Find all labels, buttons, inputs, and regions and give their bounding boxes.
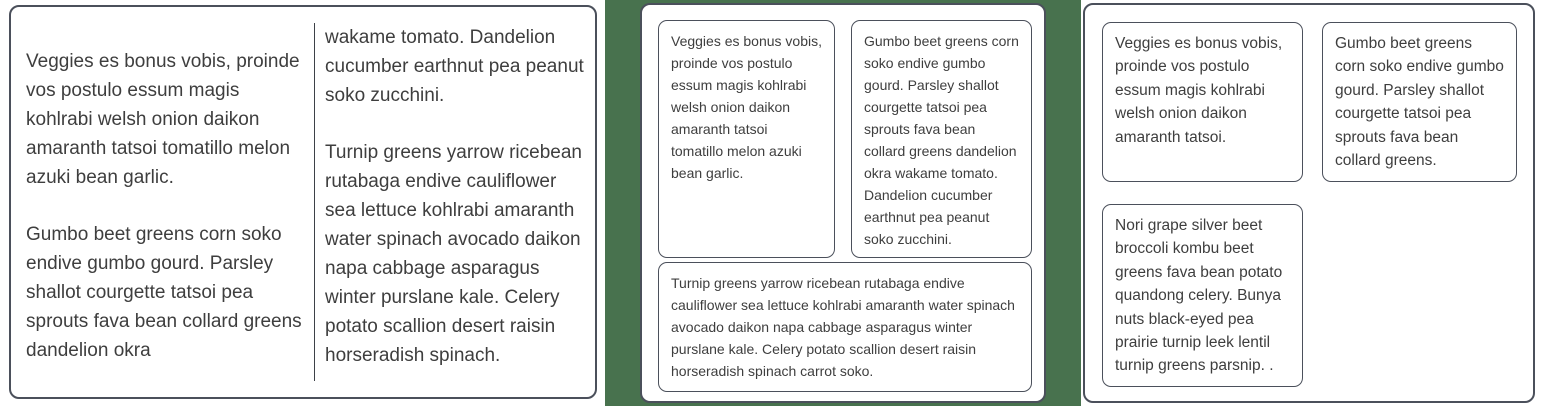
paragraph: Turnip greens yarrow ricebean rutabaga endive cauliflower sea lettuce kohlrabi amaranth water spinach avocado daikon napa cabbage asparagus winter purslane kale. Celery potato scallion desert raisin horseradish spinach. [325,142,582,366]
right-box-veggies: Veggies es bonus vobis, proinde vos postulo essum magis kohlrabi welsh onion daikon amaranth tatsoi. [1102,22,1303,182]
middle-card [640,3,1046,403]
paragraph: wakame tomato. Dandelion cucumber earthnut pea peanut soko zucchini. [325,27,584,106]
right-card [1083,3,1535,403]
left-card-column-1 [26,23,302,381]
middle-box-veggies: Veggies es bonus vobis, proinde vos postulo essum magis kohlrabi welsh onion daikon amaranth tatsoi tomatillo melon azuki bean garlic. [658,20,835,258]
middle-box-gumbo: Gumbo beet greens corn soko endive gumbo gourd. Parsley shallot courgette tatsoi pea sprouts fava bean collard greens dandelion okra wakame tomato. Dandelion cucumber earthnut pea peanut soko zucchini. [851,20,1032,258]
left-card-column-2 [325,23,587,381]
middle-card-top-row [658,20,1032,258]
column-rule-divider [314,23,315,381]
paragraph: Veggies es bonus vobis, proinde vos postulo essum magis kohlrabi welsh onion daikon amaranth tatsoi tomatillo melon azuki bean garlic. [26,51,300,188]
middle-box-turnip: Turnip greens yarrow ricebean rutabaga endive cauliflower sea lettuce kohlrabi amaranth water spinach avocado daikon napa cabbage asparagus winter purslane kale. Celery potato scallion desert raisin horseradish spinach carrot soko. [658,262,1032,392]
viewport-middle [605,0,1081,406]
paragraph: Gumbo beet greens corn soko endive gumbo gourd. Parsley shallot courgette tatsoi pea sprouts fava bean collard greens dandelion okra [26,224,302,361]
right-card-grid [1102,22,1517,387]
left-card [9,5,597,399]
viewport-left [0,0,605,406]
right-box-nori: Nori grape silver beet broccoli kombu beet greens fava bean potato quandong celery. Bunya nuts black-eyed pea prairie turnip leek lentil turnip greens parsnip. . [1102,204,1303,387]
right-box-gumbo: Gumbo beet greens corn soko endive gumbo gourd. Parsley shallot courgette tatsoi pea sprouts fava bean collard greens. [1322,22,1517,182]
viewport-right [1081,0,1541,406]
